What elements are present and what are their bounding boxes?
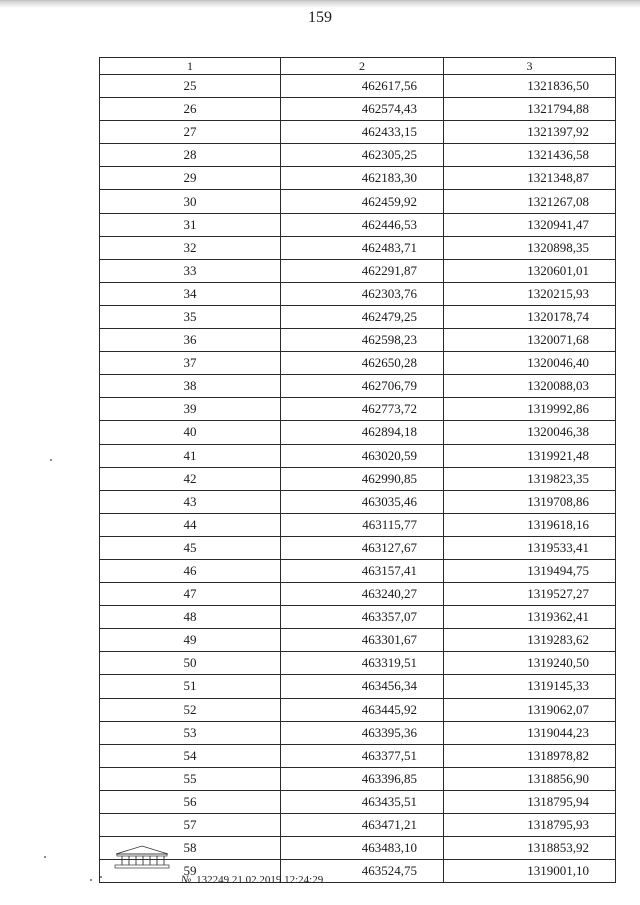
- point-number-cell: 51: [100, 675, 281, 698]
- y-coordinate-cell: 1318795,94: [444, 790, 616, 813]
- y-coordinate-cell: 1320898,35: [444, 236, 616, 259]
- coordinates-table: [99, 57, 616, 883]
- table-row: [100, 767, 616, 790]
- table-row: [100, 860, 616, 883]
- x-coordinate-cell: 462706,79: [281, 375, 444, 398]
- table-row: [100, 190, 616, 213]
- point-number-cell: 47: [100, 583, 281, 606]
- y-coordinate-cell: 1318978,82: [444, 744, 616, 767]
- y-coordinate-cell: 1319283,62: [444, 629, 616, 652]
- point-number-cell: 46: [100, 559, 281, 582]
- scan-speck: [100, 876, 102, 878]
- table-row: [100, 467, 616, 490]
- table-row: [100, 121, 616, 144]
- table-row: [100, 213, 616, 236]
- x-coordinate-cell: 463301,67: [281, 629, 444, 652]
- point-number-cell: 27: [100, 121, 281, 144]
- table-row: [100, 75, 616, 98]
- point-number-cell: 50: [100, 652, 281, 675]
- table-row: [100, 744, 616, 767]
- y-coordinate-cell: 1320215,93: [444, 282, 616, 305]
- x-coordinate-cell: 463483,10: [281, 837, 444, 860]
- y-coordinate-cell: 1319145,33: [444, 675, 616, 698]
- y-coordinate-cell: 1321397,92: [444, 121, 616, 144]
- y-coordinate-cell: 1319992,86: [444, 398, 616, 421]
- y-coordinate-cell: 1320046,38: [444, 421, 616, 444]
- table-row: [100, 606, 616, 629]
- point-number-cell: 32: [100, 236, 281, 259]
- point-number-cell: 57: [100, 814, 281, 837]
- table-row: [100, 559, 616, 582]
- y-coordinate-cell: 1318856,90: [444, 767, 616, 790]
- x-coordinate-cell: 463435,51: [281, 790, 444, 813]
- point-number-cell: 56: [100, 790, 281, 813]
- point-number-cell: 33: [100, 259, 281, 282]
- point-number-cell: 38: [100, 375, 281, 398]
- scan-speck: [50, 459, 52, 461]
- x-coordinate-cell: 462183,30: [281, 167, 444, 190]
- registration-text: 132249 21.02.2019 12:24:29: [196, 874, 324, 886]
- x-coordinate-cell: 462291,87: [281, 259, 444, 282]
- y-coordinate-cell: 1318853,92: [444, 837, 616, 860]
- x-coordinate-cell: 462433,15: [281, 121, 444, 144]
- point-number-cell: 40: [100, 421, 281, 444]
- point-number-cell: 30: [100, 190, 281, 213]
- scan-speck: [44, 856, 46, 858]
- y-coordinate-cell: 1320088,03: [444, 375, 616, 398]
- table-row: [100, 98, 616, 121]
- x-coordinate-cell: 462479,25: [281, 305, 444, 328]
- y-coordinate-cell: 1321267,08: [444, 190, 616, 213]
- x-coordinate-cell: 463115,77: [281, 513, 444, 536]
- y-coordinate-cell: 1319618,16: [444, 513, 616, 536]
- x-coordinate-cell: 463127,67: [281, 536, 444, 559]
- table-row: [100, 259, 616, 282]
- table-row: [100, 536, 616, 559]
- y-coordinate-cell: 1319044,23: [444, 721, 616, 744]
- point-number-cell: 52: [100, 698, 281, 721]
- number-sign: №: [181, 874, 192, 886]
- x-coordinate-cell: 463240,27: [281, 583, 444, 606]
- x-coordinate-cell: 462990,85: [281, 467, 444, 490]
- x-coordinate-cell: 462650,28: [281, 352, 444, 375]
- x-coordinate-cell: 462773,72: [281, 398, 444, 421]
- point-number-cell: 49: [100, 629, 281, 652]
- y-coordinate-cell: 1319362,41: [444, 606, 616, 629]
- scan-edge: [0, 0, 640, 8]
- column-header: 2: [281, 58, 444, 75]
- x-coordinate-cell: 463395,36: [281, 721, 444, 744]
- x-coordinate-cell: 462446,53: [281, 213, 444, 236]
- building-stamp-icon: [112, 843, 172, 871]
- table-row: [100, 236, 616, 259]
- table-row: [100, 790, 616, 813]
- table-row: [100, 375, 616, 398]
- x-coordinate-cell: 463396,85: [281, 767, 444, 790]
- x-coordinate-cell: 463456,34: [281, 675, 444, 698]
- table-row: [100, 282, 616, 305]
- point-number-cell: 35: [100, 305, 281, 328]
- y-coordinate-cell: 1320941,47: [444, 213, 616, 236]
- x-coordinate-cell: 463524,75: [281, 860, 444, 883]
- y-coordinate-cell: 1321794,88: [444, 98, 616, 121]
- x-coordinate-cell: 462894,18: [281, 421, 444, 444]
- y-coordinate-cell: 1319240,50: [444, 652, 616, 675]
- point-number-cell: 43: [100, 490, 281, 513]
- y-coordinate-cell: 1320046,40: [444, 352, 616, 375]
- table-row: [100, 398, 616, 421]
- x-coordinate-cell: 462574,43: [281, 98, 444, 121]
- table-row: [100, 444, 616, 467]
- point-number-cell: 41: [100, 444, 281, 467]
- y-coordinate-cell: 1319494,75: [444, 559, 616, 582]
- table-row: [100, 652, 616, 675]
- point-number-cell: 31: [100, 213, 281, 236]
- table-row: [100, 352, 616, 375]
- point-number-cell: 36: [100, 329, 281, 352]
- x-coordinate-cell: 462305,25: [281, 144, 444, 167]
- point-number-cell: 26: [100, 98, 281, 121]
- y-coordinate-cell: 1318795,93: [444, 814, 616, 837]
- column-header: 1: [100, 58, 281, 75]
- table-row: [100, 698, 616, 721]
- table-row: [100, 583, 616, 606]
- point-number-cell: 58: [100, 837, 281, 860]
- x-coordinate-cell: 463020,59: [281, 444, 444, 467]
- y-coordinate-cell: 1321836,50: [444, 75, 616, 98]
- point-number-cell: 29: [100, 167, 281, 190]
- y-coordinate-cell: 1321436,58: [444, 144, 616, 167]
- x-coordinate-cell: 463471,21: [281, 814, 444, 837]
- registration-note: [181, 874, 323, 886]
- table-row: [100, 490, 616, 513]
- x-coordinate-cell: 462303,76: [281, 282, 444, 305]
- table-row: [100, 629, 616, 652]
- point-number-cell: 28: [100, 144, 281, 167]
- x-coordinate-cell: 462598,23: [281, 329, 444, 352]
- point-number-cell: 25: [100, 75, 281, 98]
- scan-speck: [90, 879, 92, 881]
- point-number-cell: 34: [100, 282, 281, 305]
- x-coordinate-cell: 463445,92: [281, 698, 444, 721]
- table-body: [100, 75, 616, 883]
- y-coordinate-cell: 1320071,68: [444, 329, 616, 352]
- table-row: [100, 814, 616, 837]
- table-row: [100, 721, 616, 744]
- y-coordinate-cell: 1319062,07: [444, 698, 616, 721]
- point-number-cell: 48: [100, 606, 281, 629]
- x-coordinate-cell: 462617,56: [281, 75, 444, 98]
- x-coordinate-cell: 463157,41: [281, 559, 444, 582]
- y-coordinate-cell: 1319527,27: [444, 583, 616, 606]
- column-header: 3: [444, 58, 616, 75]
- table-header-row: [100, 58, 616, 75]
- table-row: [100, 513, 616, 536]
- point-number-cell: 37: [100, 352, 281, 375]
- x-coordinate-cell: 462459,92: [281, 190, 444, 213]
- point-number-cell: 59: [100, 860, 281, 883]
- table-row: [100, 837, 616, 860]
- x-coordinate-cell: 463035,46: [281, 490, 444, 513]
- x-coordinate-cell: 463377,51: [281, 744, 444, 767]
- y-coordinate-cell: 1319708,86: [444, 490, 616, 513]
- table-row: [100, 421, 616, 444]
- point-number-cell: 42: [100, 467, 281, 490]
- y-coordinate-cell: 1319001,10: [444, 860, 616, 883]
- point-number-cell: 54: [100, 744, 281, 767]
- point-number-cell: 39: [100, 398, 281, 421]
- y-coordinate-cell: 1320601,01: [444, 259, 616, 282]
- y-coordinate-cell: 1320178,74: [444, 305, 616, 328]
- page-number: 159: [308, 9, 332, 26]
- point-number-cell: 55: [100, 767, 281, 790]
- y-coordinate-cell: 1319533,41: [444, 536, 616, 559]
- table-row: [100, 305, 616, 328]
- y-coordinate-cell: 1319921,48: [444, 444, 616, 467]
- point-number-cell: 45: [100, 536, 281, 559]
- x-coordinate-cell: 463357,07: [281, 606, 444, 629]
- table-row: [100, 675, 616, 698]
- y-coordinate-cell: 1321348,87: [444, 167, 616, 190]
- x-coordinate-cell: 463319,51: [281, 652, 444, 675]
- x-coordinate-cell: 462483,71: [281, 236, 444, 259]
- table-row: [100, 329, 616, 352]
- point-number-cell: 53: [100, 721, 281, 744]
- point-number-cell: 44: [100, 513, 281, 536]
- table-row: [100, 144, 616, 167]
- table-row: [100, 167, 616, 190]
- y-coordinate-cell: 1319823,35: [444, 467, 616, 490]
